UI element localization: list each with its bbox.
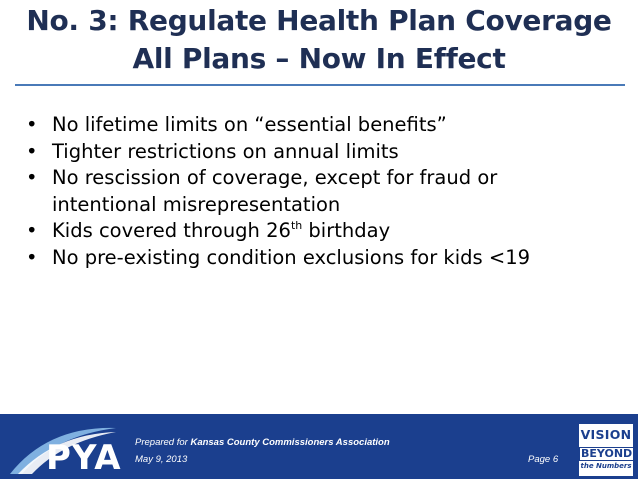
bullet-text-tail: birthday [302, 219, 391, 242]
logo-text: PYA [46, 438, 122, 478]
slide-title-line-1: No. 3: Regulate Health Plan Coverage [26, 4, 612, 37]
superscript-th: th [290, 219, 303, 232]
bullet-item [26, 112, 530, 139]
bullet-item [26, 245, 530, 272]
bullet-text: No pre-existing condition exclusions for kids <19 [52, 245, 531, 269]
bullet-text: Kids covered through 26 [52, 219, 291, 242]
presentation-date: May 9, 2013 [135, 454, 188, 465]
bullet-item [26, 165, 530, 218]
bullet-marker: • [26, 113, 38, 136]
page-number: Page 6 [528, 454, 559, 465]
prepared-for-label: Prepared for [135, 437, 191, 448]
slide-title-line-2: All Plans – Now In Effect [132, 42, 506, 75]
vision-logo-line-2: BEYOND [581, 447, 633, 460]
bullet-text: No rescission of coverage, except for fraud or [52, 166, 498, 189]
bullet-text: No lifetime limits on “essential benefits” [52, 113, 447, 136]
prepared-for [135, 437, 390, 448]
bullet-item [26, 139, 530, 166]
bullet-text-continuation: intentional misrepresentation [52, 192, 341, 216]
pya-logo [8, 420, 122, 478]
bullet-marker: • [26, 219, 38, 242]
vision-logo-line-3: the Numbers [580, 462, 632, 470]
bullet-marker: • [26, 245, 38, 269]
bullet-marker: • [26, 139, 38, 163]
vision-beyond-logo [579, 424, 633, 476]
footer-bar [0, 414, 638, 479]
bullet-marker: • [26, 166, 38, 189]
bullet-list [26, 112, 530, 271]
slide-title [0, 2, 638, 78]
bullet-item [26, 218, 530, 245]
prepared-for-org: Kansas County Commissioners Association [190, 437, 390, 448]
vision-logo-line-1: VISION [580, 427, 632, 442]
title-divider [15, 84, 625, 86]
bullet-text: Tighter restrictions on annual limits [52, 139, 399, 163]
